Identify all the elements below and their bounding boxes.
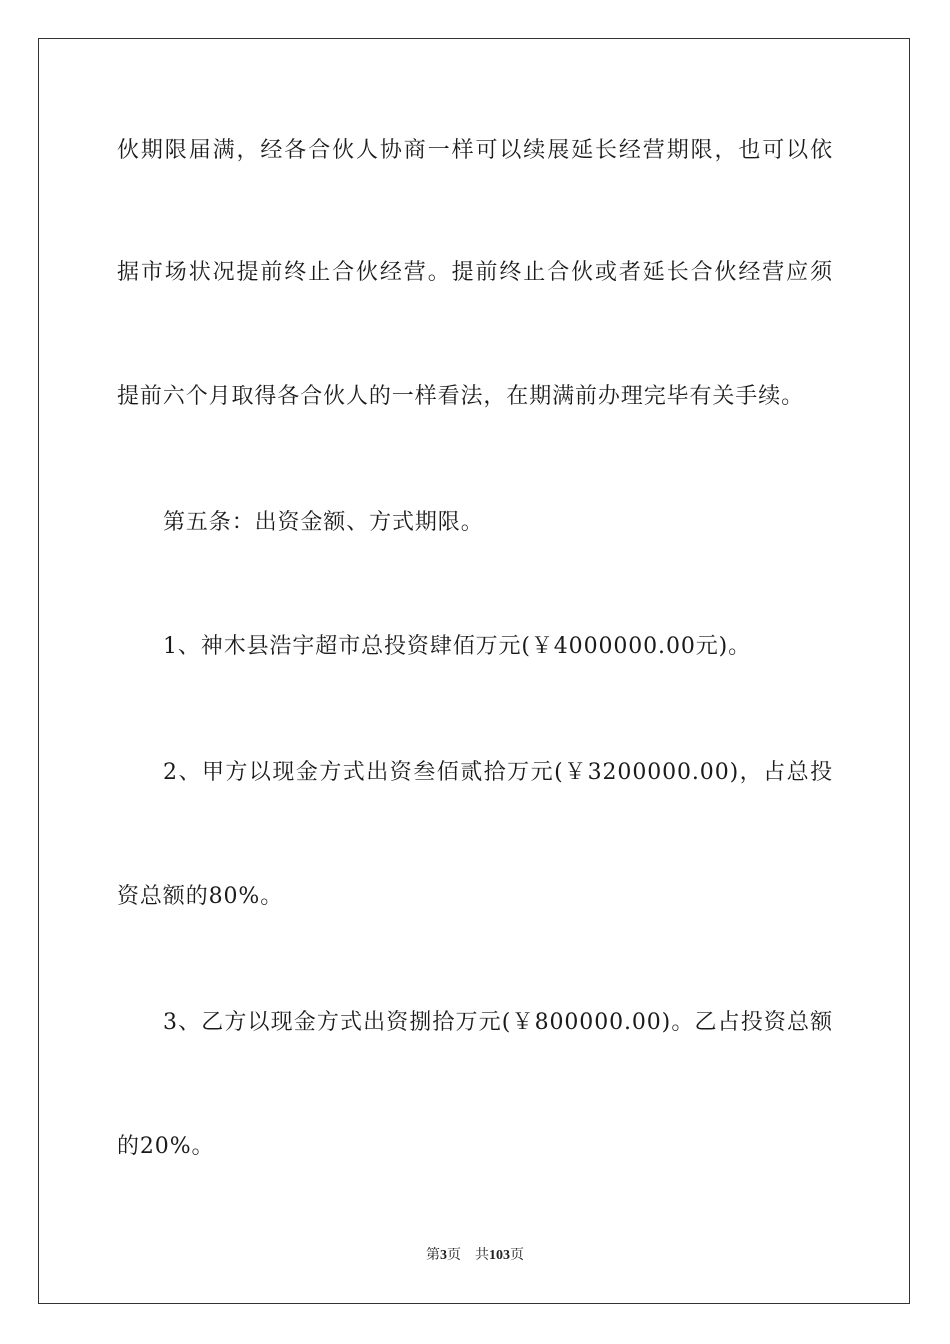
total-suffix: 页 (510, 1248, 524, 1263)
page-prefix: 第 (426, 1248, 440, 1263)
body-text-line: 据市场状况提前终止合伙经营。提前终止合伙或者延长合伙经营应须 (117, 260, 833, 285)
body-text-line: 伙期限届满，经各合伙人协商一样可以续展延长经营期限，也可以依 (117, 138, 833, 163)
body-text-line: 2、甲方以现金方式出资叁佰贰拾万元(￥3200000.00)，占总投 (163, 760, 833, 785)
body-text-line: 提前六个月取得各合伙人的一样看法，在期满前办理完毕有关手续。 (117, 384, 805, 409)
total-prefix: 共 (475, 1248, 489, 1263)
body-text-line: 1、神木县浩宇超市总投资肆佰万元(￥4000000.00元)。 (163, 634, 752, 659)
body-text-line: 资总额的80%。 (117, 884, 284, 909)
page-number: 3 (440, 1248, 447, 1263)
page-footer (0, 1246, 950, 1266)
body-text-line: 3、乙方以现金方式出资捌拾万元(￥800000.00)。乙占投资总额 (163, 1010, 833, 1035)
body-text-line: 的20%。 (117, 1134, 215, 1159)
page-suffix: 页 (447, 1248, 461, 1263)
total-pages: 103 (489, 1248, 510, 1263)
page-frame (38, 38, 910, 1304)
article-heading: 第五条：出资金额、方式期限。 (163, 510, 484, 535)
